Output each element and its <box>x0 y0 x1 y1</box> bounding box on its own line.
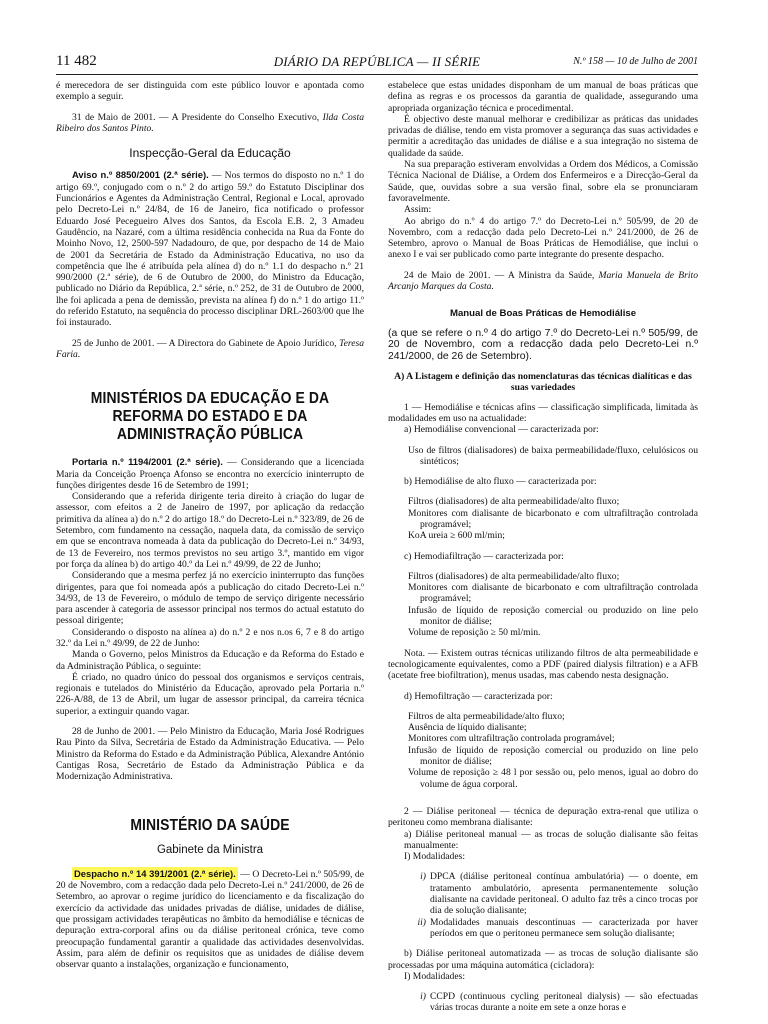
list-item: Infusão de líquido de reposição comercial ou produzido on line pelo monitor de diálise; <box>408 604 698 628</box>
paragraph: é merecedora de ser distinguida com este público louvor e apontada como exemplo a seguir. <box>56 80 364 103</box>
paragraph: É objectivo deste manual melhorar e credibilizar as práticas das unidades privadas de diálise, tendo em vista promover a segurança das suas actividades e permitir a acreditação das unidades de diálise e a sua integração no sistema de qualidade da saúde. <box>388 113 698 159</box>
list-item: Volume de reposição ≥ 50 ml/min. <box>408 627 541 639</box>
list-item: Uso de filtros (dialisadores) de baixa permeabilidade/fluxo, celulósicos ou sintéticos; <box>408 444 698 467</box>
signature: Ilda Costa Ribeiro dos Santos Pinto. <box>56 111 364 134</box>
list-item: a) Hemodiálise convencional — caracterizada por: <box>404 424 599 436</box>
list-item: Ausência de líquido dialisante; <box>408 722 527 734</box>
ministry-heading-educacao: MINISTÉRIOS DA EDUCAÇÃO E DA REFORMA DO ESTADO E DA ADMINISTRAÇÃO PÚBLICA <box>90 390 330 444</box>
portaria-paragraph: Portaria n.º 1194/2001 (2.ª série). — Considerando que a licenciada Maria da Conceição Proença Afonso se encontra no exercício ininterrupto de funções dirigentes desde 16 de Setembro de 1991; <box>56 456 364 491</box>
list-item: 1 — Hemodiálise e técnicas afins — classificação simplificada, limitada às modalidades em uso na actualidade: <box>388 401 698 424</box>
list-item: c) Hemodiafiltração — caracterizada por: <box>404 550 564 562</box>
portaria-label: Portaria n.º 1194/2001 (2.ª série). <box>72 456 223 468</box>
ministry-heading-saude: MINISTÉRIO DA SAÚDE <box>130 816 290 834</box>
list-item: Filtros (dialisadores) de alta permeabilidade/alto fluxo; <box>408 496 620 508</box>
list-item: d) Hemofiltração — caracterizada por: <box>404 690 553 702</box>
signature: Teresa Faria. <box>56 337 364 360</box>
list-item: b) Diálise peritoneal automatizada — as trocas de solução dialisante são processadas por uma máquina automática (cicladora): <box>388 948 698 971</box>
list-item: Monitores com ultrafiltração controlada programável; <box>408 733 615 745</box>
paragraph: Manda o Governo, pelos Ministros da Educação e da Reforma do Estado e da Administração Pública, o seguinte: <box>56 649 364 672</box>
signature-paragraph: 31 de Maio de 2001. — A Presidente do Conselho Executivo, Ilda Costa Ribeiro dos Santos Pinto. <box>56 111 364 134</box>
list-item: Monitores com dialisante de bicarbonato e com ultrafiltração controlada programável; <box>408 582 698 605</box>
paragraph: estabelece que estas unidades disponham de um manual de boas práticas que defina as regras e os processos da garantia de qualidade, assegurando uma apropriada organização técnica e procedimental. <box>388 80 698 114</box>
paragraph: Na sua preparação estiveram envolvidas a Ordem dos Médicos, a Comissão Técnica Nacional de Diálise, a Ordem dos Enfermeiros e a Direcção-Geral da Saúde, que, ouvidas sobre a sua versão final, sobre ela se pronunciaram favoravelmente. <box>388 159 698 204</box>
page-header <box>56 52 698 75</box>
list-item: Filtros (dialisadores) de alta permeabilidade/alto fluxo; <box>408 570 620 582</box>
aviso-paragraph: Aviso n.º 8850/2001 (2.ª série). — Nos termos do disposto no n.º 1 do artigo 69.º, conjugado com o n.º 2 do artigo 59.º do Estatuto Disciplinar dos Funcionários e Agentes da Administração Central, Regional e Local, aprovado pelo Decreto-Lei n.º 24/84, de 16 de Janeiro, fica notificado o professor Eduardo José Pecegueiro Alves dos Santos, da Escola E.B. 2, 3 Amadeu Gaudêncio, na Nazaré, com a última residência conhecida na Rua da Fonte do Moinho Novo, 12, 2500-597 Nadadouro, de que, por despacho de 14 de Maio de 2001 da Secretária de Estado da Administração Educativa, no uso da competência que lhe é atribuída pela alínea d) do n.º 1.1 do despacho n.º 21 990/2000 (2.ª série), de 6 de Outubro de 2000, do Ministro da Educação, publicado no Diário da República, 2.ª série, n.º 252, de 31 de Outubro de 2000, lhe foi aplicada a pena de demissão, prevista na alínea f) do n.º 1 do artigo 11.º do referido Estatuto, na sequência do processo disciplinar DRL-2603/00 que lhe foi instaurado. <box>56 169 365 329</box>
paragraph: Ao abrigo do n.º 4 do artigo 7.º do Decreto-Lei n.º 505/99, de 20 de Novembro, com a redacção dada pelo Decreto-Lei n.º 241/2000, de 26 de Setembro, aprovo o Manual de Boas Práticas de Hemodiálise, que inclui o anexo I e vai ser publicado como parte integrante do presente despacho. <box>388 215 698 261</box>
right-column <box>388 80 698 1014</box>
page-number: 11 482 <box>56 53 97 69</box>
subheading-gabinete: Gabinete da Ministra <box>156 843 264 856</box>
manual-subtitle: (a que se refere o n.º 4 do artigo 7.º do Decreto-Lei n.º 505/99, de 20 de Novembro, com a redacção dada pelo Decreto-Lei n.º 241/2000, de 26 de Setembro). <box>388 327 698 363</box>
list-item: Monitores com dialisante de bicarbonato e com ultrafiltração controlada programável; <box>408 507 698 530</box>
list-item: I) Modalidades: <box>404 851 466 863</box>
paragraph: É criado, no quadro único do pessoal dos organismos e serviços centrais, regionais e tutelados do Ministério da Educação, aprovado pela Portaria n.º 226-A/88, de 13 de Abril, um lugar de assessor principal, da carreira técnica superior, a extinguir quando vagar. <box>56 671 364 717</box>
sub-list-item: ii) Modalidades manuais descontínuas — caracterizada por haver períodos em que o peritoneu permanece sem solução dialisante; <box>417 916 698 939</box>
list-item: 2 — Diálise peritoneal — técnica de depuração extra-renal que utiliza o peritoneu como membrana dialisante: <box>388 805 698 829</box>
signature: Maria Manuela de Brito Arcanjo Marques da Costa. <box>388 269 698 293</box>
issue-date: N.º 158 — 10 de Julho de 2001 <box>573 56 698 67</box>
section-heading-inspeccao: Inspecção-Geral da Educação <box>129 146 291 161</box>
paragraph: Considerando que a referida dirigente teria direito à criação do lugar de assessor, com efeitos a 2 de Janeiro de 1997, por aplicação da redacção primitiva da alínea a) do n.º 2 do artigo 18.º do Decreto-Lei n.º 323/89, de 26 de Setembro, com fundamento na cessação, naquela data, da comissão de serviço em que se encontrava nomeada à data da publicação do Decreto-Lei n.º 34/93, de 13 de Fevereiro, nos termos previstos no seu artigo 3.º, mantido em vigor por força da alínea b) do artigo 40.º da Lei n.º 49/99, de 22 de Junho; <box>56 491 364 570</box>
paragraph: Considerando que a mesma perfez já no exercício ininterrupto das funções dirigentes, para que foi nomeada após a publicação do citado Decreto-Lei n.º 34/93, de 13 de Fevereiro, o módulo de tempo de serviço dirigente necessário para ascender à categoria de assessor principal nos termos do actual estatuto do pessoal dirigente; <box>56 570 364 627</box>
list-item: I) Modalidades: <box>404 970 466 982</box>
signature-paragraph: 24 de Maio de 2001. — A Ministra da Saúde, Maria Manuela de Brito Arcanjo Marques da Costa. <box>388 269 698 293</box>
list-item: b) Hemodiálise de alto fluxo — caracterizada por: <box>404 476 597 488</box>
highlighted-despacho-label: Despacho n.º 14 391/2001 (2.ª série). <box>74 867 236 879</box>
section-a-heading: A) A Listagem e definição das nomenclaturas das técnicas dialíticas e das suas variedades <box>394 371 692 394</box>
aviso-label: Aviso n.º 8850/2001 (2.ª série). <box>72 169 209 181</box>
list-item: Filtros de alta permeabilidade/alto fluxo; <box>408 710 565 722</box>
despacho-paragraph: Despacho n.º 14 391/2001 (2.ª série). — O Decreto-Lei n.º 505/99, de 20 de Novembro, com a redacção dada pelo Decreto-Lei n.º 241/2000, de 26 de Setembro, ao aprovar o regime jurídico do licenciamento e da fiscalização do exercício da actividade das unidades privadas de diálise, unidades de diálise, que prossigam actividades terapêuticas no âmbito da hemodiálise e técnicas de depuração extra-corporal afins ou da diálise peritoneal crónica, teve como preocupação fundamental garantir a qualidade das actividades desenvolvidas. Assim, para além de definir os requisitos que as unidades de diálise devem observar quanto a instalações, organização e funcionamento, <box>56 867 364 971</box>
sub-list-item: i) CCPD (continuous cycling peritoneal dialysis) — são efectuadas várias trocas durante a noite em sete a onze horas e <box>420 991 698 1014</box>
list-item: a) Diálise peritoneal manual — as trocas de solução dialisante são feitas manualmente: <box>404 828 698 851</box>
note-paragraph: Nota. — Existem outras técnicas utilizando filtros de alta permeabilidade e tecnologicamente equivalentes, como a PDF (paired dialysis filtration) e a AFB (acetate free biofiltration), menus usadas, mas cabendo nesta designação. <box>388 647 698 682</box>
paragraph: Considerando o disposto na alínea a) do n.º 2 e nos n.os 6, 7 e 8 do artigo 32.º da Lei n.º 49/99, de 22 de Junho: <box>56 626 364 649</box>
signature-paragraph: 25 de Junho de 2001. — A Directora do Gabinete de Apoio Jurídico, Teresa Faria. <box>56 337 364 360</box>
journal-title: DIÁRIO DA REPÚBLICA — II SÉRIE <box>273 54 481 69</box>
sub-list-item: i) DPCA (diálise peritoneal contínua ambulatória) — o doente, em tratamento ambulatório, apresenta permanentemente solução dialisante na cavidade peritoneal. O adulto faz três a cinco trocas por dia de solução dialisante; <box>420 871 698 917</box>
left-column <box>56 80 364 971</box>
list-item: Infusão de líquido de reposição comercial ou produzido on line pelo monitor de diálise; <box>408 744 698 768</box>
manual-title: Manual de Boas Práticas de Hemodiálise <box>449 308 637 320</box>
signature-paragraph: 28 de Junho de 2001. — Pelo Ministro da Educação, Maria José Rodrigues Rau Pinto da Silva, Secretária de Estado da Administração Educativa. — Pelo Ministro da Reforma do Estado e da Administração Pública, Alexandre António Cantigas Rosa, Secretário de Estado da Administração Pública e da Modernização Administrativa. <box>56 726 364 783</box>
paragraph: Assim: <box>404 204 432 216</box>
list-item: Volume de reposição ≥ 48 l por sessão ou, pelo menos, igual ao dobro do volume de água corporal. <box>408 767 698 790</box>
list-item: KoA ureia ≥ 600 ml/min; <box>408 530 505 542</box>
